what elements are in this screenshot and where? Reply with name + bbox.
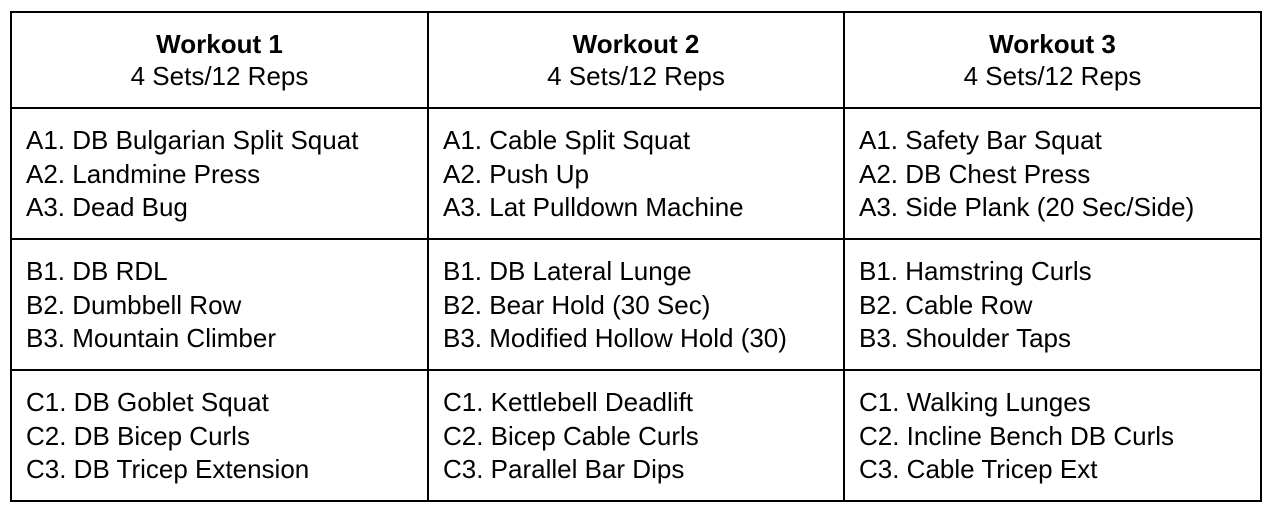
exercise-item: B2. Cable Row bbox=[859, 289, 1033, 320]
workout-header bbox=[11, 12, 428, 108]
workout-title: Workout 1 bbox=[156, 29, 283, 59]
exercise-item: C2. Incline Bench DB Curls bbox=[859, 420, 1175, 451]
exercise-item: A3. Side Plank (20 Sec/Side) bbox=[859, 192, 1195, 222]
exercise-item: C1. Kettlebell Deadlift bbox=[443, 387, 694, 417]
exercise-item: C2. DB Bicep Curls bbox=[26, 420, 250, 451]
workout-title: Workout 3 bbox=[989, 29, 1116, 59]
header-row bbox=[11, 12, 1261, 108]
section-row-a bbox=[11, 108, 1261, 239]
exercise-group bbox=[11, 239, 428, 370]
exercise-item: C3. Cable Tricep Ext bbox=[859, 454, 1098, 484]
exercise-item: A1. DB Bulgarian Split Squat bbox=[26, 125, 359, 155]
exercise-item: B3. Modified Hollow Hold (30) bbox=[443, 323, 787, 353]
exercise-group bbox=[844, 108, 1261, 239]
exercise-item: C3. DB Tricep Extension bbox=[26, 454, 310, 484]
workout-table bbox=[10, 11, 1262, 502]
exercise-item: A2. DB Chest Press bbox=[859, 158, 1091, 189]
exercise-group bbox=[428, 108, 844, 239]
exercise-group bbox=[844, 239, 1261, 370]
exercise-item: B2. Bear Hold (30 Sec) bbox=[443, 289, 711, 320]
workout-scheme: 4 Sets/12 Reps bbox=[130, 61, 309, 91]
exercise-item: C1. DB Goblet Squat bbox=[26, 387, 269, 417]
exercise-group bbox=[11, 108, 428, 239]
exercise-item: A2. Landmine Press bbox=[26, 158, 261, 189]
exercise-group bbox=[11, 370, 428, 501]
workout-header bbox=[428, 12, 844, 108]
exercise-item: C3. Parallel Bar Dips bbox=[443, 454, 685, 484]
exercise-item: B3. Mountain Climber bbox=[26, 323, 276, 353]
exercise-group bbox=[428, 239, 844, 370]
exercise-item: C2. Bicep Cable Curls bbox=[443, 420, 699, 451]
exercise-group bbox=[428, 370, 844, 501]
exercise-item: B1. Hamstring Curls bbox=[859, 256, 1092, 286]
exercise-item: A1. Safety Bar Squat bbox=[859, 125, 1102, 155]
workout-header bbox=[844, 12, 1261, 108]
exercise-item: B3. Shoulder Taps bbox=[859, 323, 1071, 353]
exercise-group bbox=[844, 370, 1261, 501]
exercise-item: B1. DB Lateral Lunge bbox=[443, 256, 692, 286]
exercise-item: A1. Cable Split Squat bbox=[443, 125, 691, 155]
workout-scheme: 4 Sets/12 Reps bbox=[963, 61, 1142, 91]
section-row-b bbox=[11, 239, 1261, 370]
workout-title: Workout 2 bbox=[572, 29, 700, 59]
section-row-c bbox=[11, 370, 1261, 501]
exercise-item: A3. Lat Pulldown Machine bbox=[443, 192, 744, 222]
exercise-item: B2. Dumbbell Row bbox=[26, 289, 242, 320]
workout-scheme: 4 Sets/12 Reps bbox=[547, 61, 725, 91]
exercise-item: B1. DB RDL bbox=[26, 256, 168, 286]
exercise-item: C1. Walking Lunges bbox=[859, 387, 1091, 417]
exercise-item: A2. Push Up bbox=[443, 158, 589, 189]
exercise-item: A3. Dead Bug bbox=[26, 192, 188, 222]
